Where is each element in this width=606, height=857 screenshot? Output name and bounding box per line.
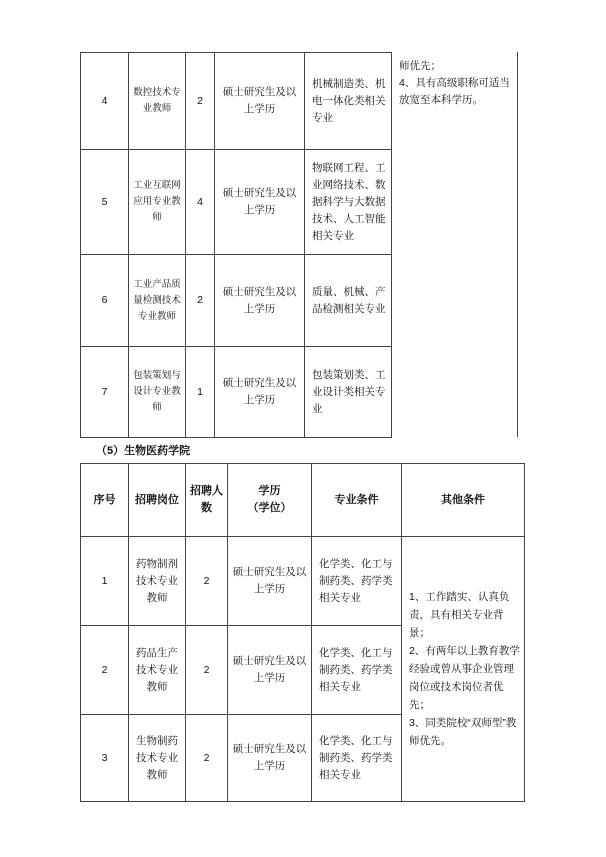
education-requirement: 硕士研究生及以上学历: [228, 626, 312, 715]
table-row: [81, 150, 392, 255]
major-requirement: 机械制造类、机电一体化类相关专业: [305, 53, 392, 150]
headcount: 2: [186, 626, 228, 715]
major-requirement: 化学类、化工与制药类、药学类相关专业: [312, 626, 402, 715]
header-number: 序号: [81, 464, 129, 537]
position-name: 生物制药技术专业教师: [129, 715, 186, 802]
position-name: 包装策划与设计专业教师: [129, 347, 186, 438]
table-row: [81, 537, 525, 626]
major-requirement: 化学类、化工与制药类、药学类相关专业: [312, 715, 402, 802]
position-name: 数控技术专业教师: [129, 53, 186, 150]
education-requirement: 硕士研究生及以上学历: [228, 537, 312, 626]
top-recruitment-table: [80, 52, 392, 438]
bottom-recruitment-table: [80, 463, 525, 802]
headcount: 1: [186, 347, 215, 438]
header-position: 招聘岗位: [129, 464, 186, 537]
headcount: 2: [186, 715, 228, 802]
major-requirement: 物联网工程、工业网络技术、数据科学与大数据技术、人工智能相关专业: [305, 150, 392, 255]
row-number: 5: [81, 150, 129, 255]
row-number: 3: [81, 715, 129, 802]
education-requirement: 硕士研究生及以上学历: [228, 715, 312, 802]
row-number: 1: [81, 537, 129, 626]
position-name: 工业产品质量检测技术专业教师: [129, 255, 186, 347]
table-row: [81, 347, 392, 438]
major-requirement: 化学类、化工与制药类、药学类相关专业: [312, 537, 402, 626]
headcount: 2: [186, 537, 228, 626]
headcount: 2: [186, 53, 215, 150]
position-name: 工业互联网应用专业教师: [129, 150, 186, 255]
header-other: 其他条件: [402, 464, 525, 537]
major-requirement: 质量、机械、产品检测相关专业: [305, 255, 392, 347]
education-requirement: 硕士研究生及以上学历: [215, 150, 305, 255]
bottom-table-wrapper: [80, 463, 525, 802]
table-header-row: [81, 464, 525, 537]
other-conditions: 1、工作踏实、认真负责，具有相关专业背景； 2、有两年以上教育教学经验或曾从事企业管理岗位或技术岗位者优先； 3、同类院校“双师型”教师优先。: [402, 537, 525, 802]
header-education: 学历 （学位）: [228, 464, 312, 537]
major-requirement: 包装策划类、工业设计类相关专业: [305, 347, 392, 438]
row-number: 7: [81, 347, 129, 438]
education-requirement: 硕士研究生及以上学历: [215, 255, 305, 347]
row-number: 6: [81, 255, 129, 347]
headcount: 2: [186, 255, 215, 347]
row-number: 4: [81, 53, 129, 150]
column-divider: [517, 52, 518, 437]
row-number: 2: [81, 626, 129, 715]
education-requirement: 硕士研究生及以上学历: [215, 347, 305, 438]
headcount: 4: [186, 150, 215, 255]
top-table-wrapper: [80, 52, 392, 438]
table-row: [81, 255, 392, 347]
table-row: [81, 53, 392, 150]
other-conditions-continuation: 师优先； 4、具有高级职称可适当放宽至本科学历。: [399, 60, 510, 106]
header-major: 专业条件: [312, 464, 402, 537]
position-name: 药物制剂技术专业教师: [129, 537, 186, 626]
header-count: 招聘人数: [186, 464, 228, 537]
section-title: （5）生物医药学院: [96, 445, 191, 457]
position-name: 药品生产技术专业教师: [129, 626, 186, 715]
education-requirement: 硕士研究生及以上学历: [215, 53, 305, 150]
